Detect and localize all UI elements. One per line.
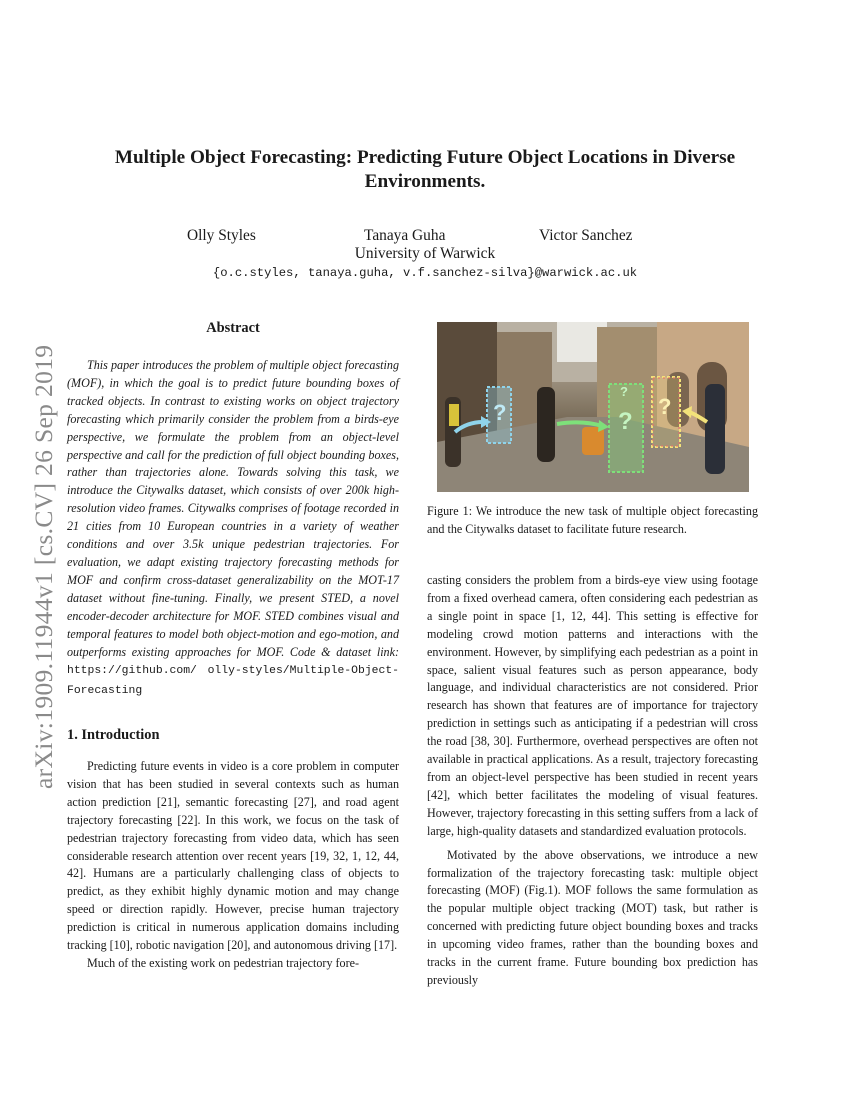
author-3: Victor Sanchez (539, 227, 633, 244)
forecast-mark-green: ? (618, 408, 633, 435)
title-line-1: Multiple Object Forecasting: Predicting Future Object Locations in Diverse (114, 147, 736, 168)
paper-title (60, 146, 790, 194)
forecast-mark-small: ? (620, 384, 628, 399)
author-1: Olly Styles (187, 227, 256, 244)
intro-paragraph-2: Much of the existing work on pedestrian trajectory fore- (87, 955, 360, 970)
abstract-code-link[interactable]: https://github.com/ olly-styles/Multiple-Object-Forecasting (67, 665, 399, 698)
right-column-body (427, 572, 758, 990)
figure-1-street-scene (437, 322, 749, 492)
affiliation: University of Warwick (354, 245, 496, 262)
right-paragraph-2: Motivated by the above observations, we introduce a new formalization of the trajectory forecasting task: multiple object forecasting (MOF) (Fig.1). MOF follows the same formulation as the popular multiple object tracking (MOT) task, but rather is concerned with predicting future object bounding boxes and tracks in upcoming video frames, rather than the bounding boxes and tracks in the current frame. Future bounding box prediction has previously (427, 847, 758, 987)
figure-1-caption: Figure 1: We introduce the new task of multiple object forecasting and the Citywalks dataset to facilitate future research. (427, 504, 758, 536)
figure-1-illustration (437, 322, 749, 492)
abstract-body (67, 357, 399, 701)
forecast-mark-yellow: ? (658, 394, 672, 419)
abstract-text: This paper introduces the problem of multiple object forecasting (MOF), in which the goal is to predict future bounding boxes of tracked objects. In contrast to existing works on object trajectory forecasting which primarily consider the problem from a birds-eye perspective, we formulate the problem from an object-level perspective and call for the prediction of full object bounding boxes, rather than trajectories alone. Towards solving this task, we introduce the Citywalks dataset, which consists of over 200k high-resolution video frames. Citywalks comprises of footage recorded in 21 cities from 10 European countries in a variety of weather conditions and over 3.5k unique pedestrian trajectories. For evaluation, we adapt existing trajectory forecasting methods for MOF and confirm cross-dataset generalizability on the MOT-17 dataset without fine-tuning. Finally, we present STED, a novel encoder-decoder architecture for MOF. STED combines visual and temporal features to model both object-motion and ego-motion, and outperforms existing approaches for MOF. Code & dataset link: (67, 358, 399, 659)
abstract-heading: Abstract (206, 320, 260, 336)
intro-paragraph-1: Predicting future events in video is a core problem in computer vision that has been studied in several contexts such as human action prediction [21], semantic forecasting [27], and road agent trajectory forecasting [22]. In this work, we focus on the task of pedestrian trajectory forecasting from video data, which has seen considerable research attention over recent years [19, 32, 1, 12, 44, 42]. Humans are a particularly challenging class of objects to predict, as they exhibit highly dynamic motion and may change speed or direction rapidly. However, precise human trajectory prediction is critical in numerous application domains including tracking [10], robotic navigation [20], and autonomous driving [17]. (67, 759, 399, 953)
right-paragraph-1: casting considers the problem from a birds-eye view using footage from a fixed overhead camera, often considering each pedestrian as a single point in space [1, 12, 44]. This setting is effective for modeling crowd motion patterns and interactions with the environment. However, by simplifying each pedestrian as a point in space, salient visual features such as person appearance, body language, and individual characteristics are not considered. Prior research has shown that features are of importance for trajectory prediction in settings such as anticipating if a pedestrian will cross the road [38, 30]. Furthermore, overhead perspectives are often not available in practical applications. As a result, trajectory forecasting from an object-level perspective has been studied in recent years [42], which better facilitates the modeling of visual features. However, trajectory forecasting in this setting suffers from a lack of large, high-quality datasets and standardized evaluation protocols. (427, 573, 758, 838)
title-line-2: Environments. (364, 171, 486, 192)
forecast-mark-blue: ? (493, 400, 507, 425)
author-emails: {o.c.styles, tanaya.guha, v.f.sanchez-silva}@warwick.ac.uk (212, 266, 638, 280)
introduction-body (67, 758, 399, 973)
section-heading-introduction: 1. Introduction (67, 727, 160, 743)
author-2: Tanaya Guha (364, 227, 446, 244)
arxiv-sidebar-stamp: arXiv:1909.11944v1 [cs.CV] 26 Sep 2019 (29, 344, 58, 789)
